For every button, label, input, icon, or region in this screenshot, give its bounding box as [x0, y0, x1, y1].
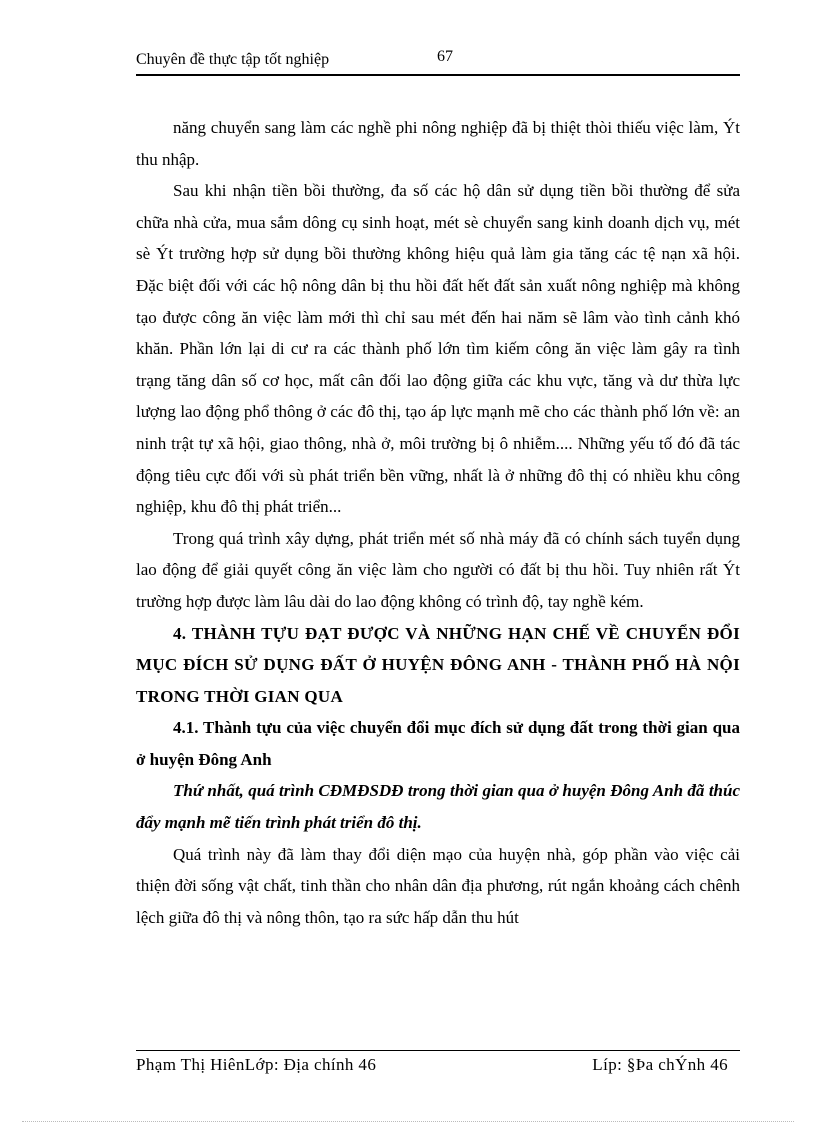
paragraph-continuation: năng chuyển sang làm các nghề phi nông nghiệp đã bị thiệt thòi thiếu việc làm, Ýt thu nhập. [136, 118, 740, 169]
paragraph-urbanization: Quá trình này đã làm thay đổi diện mạo của huyện nhà, góp phần vào việc cải thiện đời sống vật chất, tinh thần cho nhân dân địa phương, rút ngắn khoảng cách chênh lệch giữa đô thị và nông thôn, tạo ra sức hấp dẫn thu hút [136, 844, 740, 927]
footer-class-code: Líp: §Þa chÝnh 46 [592, 1055, 728, 1074]
page-edge-divider [22, 1121, 794, 1122]
emphasis-statement: Thứ nhất, quá trình CĐMĐSDĐ trong thời gian qua ở huyện Đông Anh đã thúc đẩy mạnh mẽ tiến trình phát triển đô thị. [136, 781, 740, 833]
page-header [136, 48, 740, 76]
paragraph-recruitment: Trong quá trình xây dựng, phát triển mét số nhà máy đã có chính sách tuyển dụng lao động để giải quyết công ăn việc làm cho người có đất bị thu hồi. Tuy nhiên rất Ýt trường hợp được làm lâu dài do lao động không có trình độ, tay nghề kém. [136, 528, 740, 611]
paragraph-compensation: Sau khi nhận tiền bồi thường, đa số các hộ dân sử dụng tiền bồi thường để sửa chữa nhà cửa, mua sắm dông cụ sinh hoạt, mét sè chuyển sang kinh doanh dịch vụ, mét sè Ýt trường hợp sử dụng bồi thường không hiệu quả làm gia tăng các tệ nạn xã hội. Đặc biệt đối với các hộ nông dân bị thu hồi đất hết đất sản xuất nông nghiệp mà không tạo được công ăn việc làm mới thì chỉ sau mét đến hai năm sẽ lâm vào tình cảnh khó khăn. Phần lớn lại di cư ra các thành phố lớn tìm kiếm công ăn việc làm gây ra tình trạng tăng dân số cơ học, mất cân đối lao động giữa các khu vực, tăng và dư thừa lực lượng lao động phổ thông ở các đô thị, tạo áp lực mạnh mẽ cho các thành phố lớn về: an ninh trật tự xã hội, giao thông, nhà ở, môi trường bị ô nhiễm.... Những yếu tố đó đã tác động tiêu cực đối với sù phát triển bền vững, nhất là ở những đô thị có nhiều khu công nghiệp, khu đô thị phát triển... [136, 181, 740, 517]
document-title: Chuyên đề thực tập tốt nghiệp [136, 51, 330, 68]
footer-author: Phạm Thị HiênLớp: Địa chính 46 [136, 1055, 377, 1074]
subsection-heading: 4.1. Thành tựu của việc chuyển đổi mục đích sử dụng đất trong thời gian qua ở huyện Đông Anh [136, 718, 740, 769]
page-footer [136, 1050, 740, 1081]
page-body [136, 112, 740, 933]
page-number: 67 [437, 48, 453, 65]
section-heading: 4. THÀNH TỰU ĐẠT ĐƯỢC VÀ NHỮNG HẠN CHẾ VỀ CHUYỂN ĐỔI MỤC ĐÍCH SỬ DỤNG ĐẤT Ở HUYỆN ĐÔNG ANH - THÀNH PHỐ HÀ NỘI TRONG THỜI GIAN QUA [136, 623, 740, 706]
